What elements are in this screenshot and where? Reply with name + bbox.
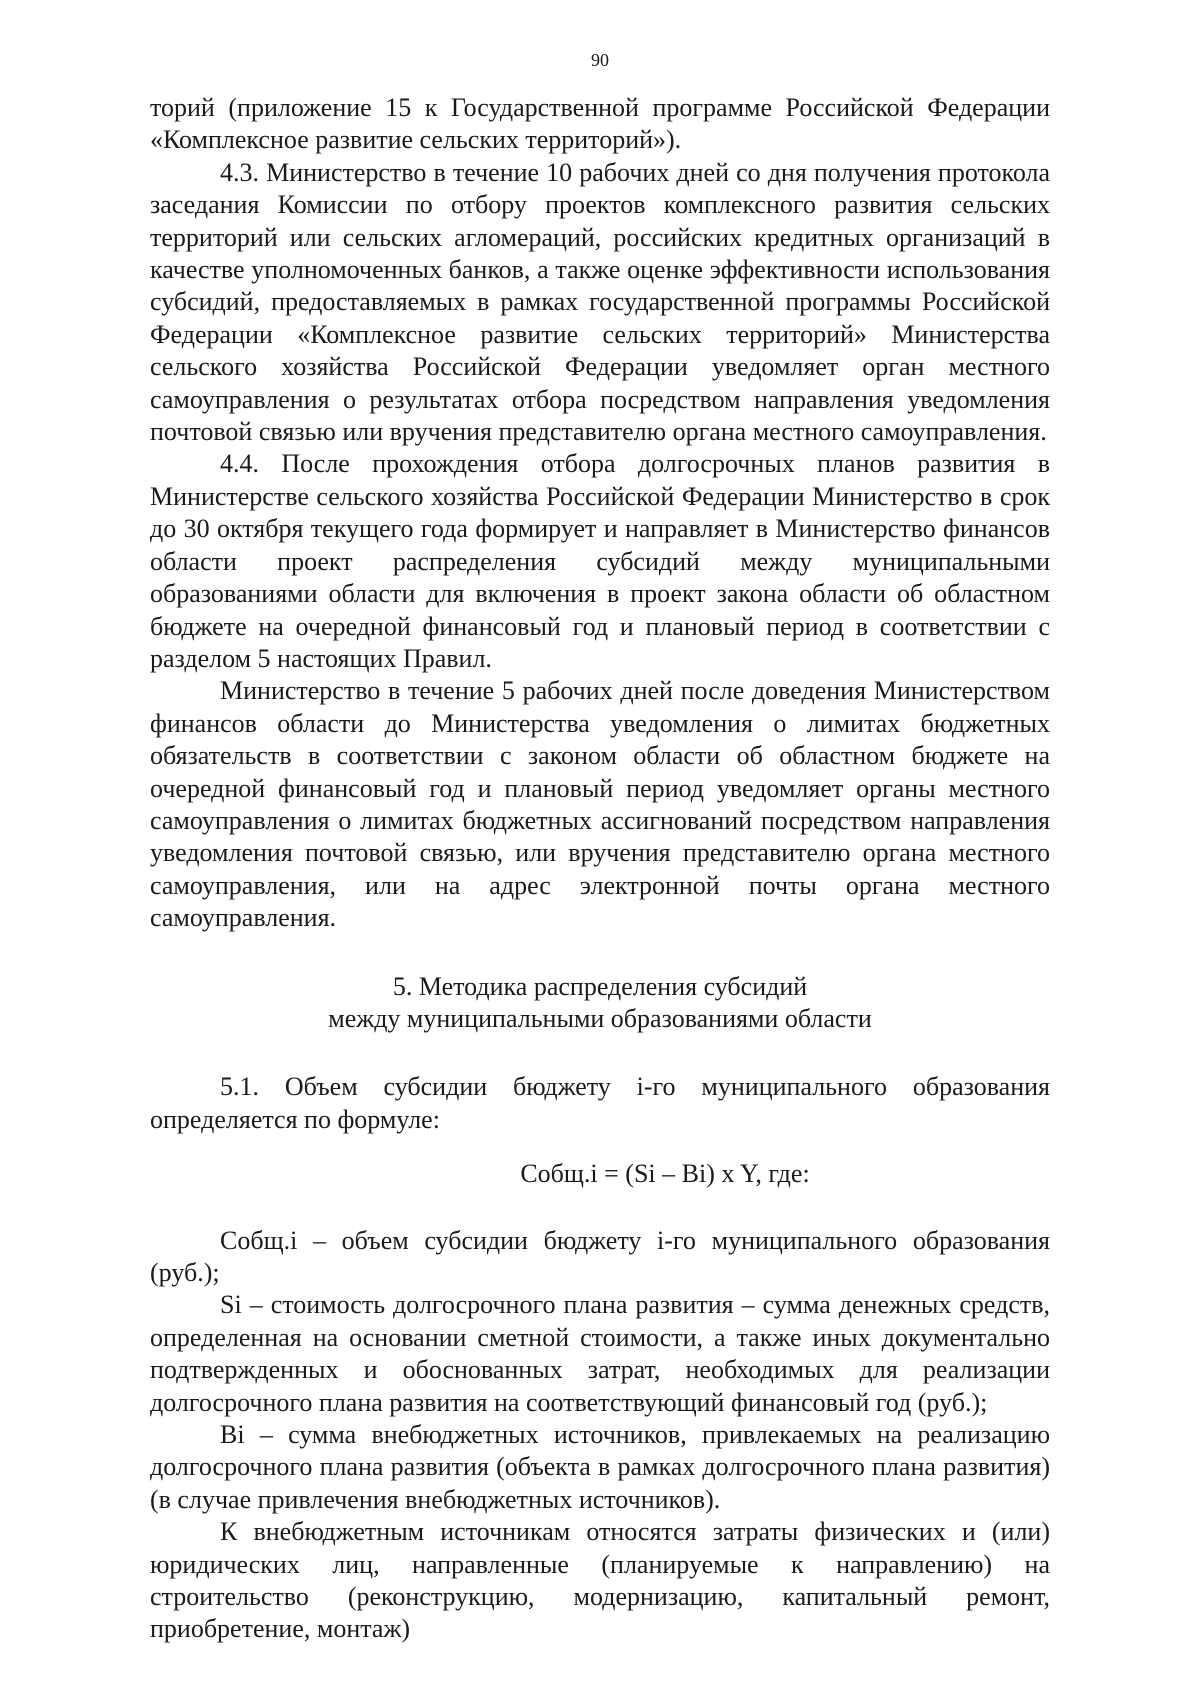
section-heading-line-2: между муниципальными образованиями области: [328, 1003, 872, 1033]
paragraph-notification: Министерство в течение 5 рабочих дней после доведения Министерством финансов области до Министерства уведомления о лимитах бюджетных обязательств в соответствии с законом области об областном бюджете на очередной финансовый год и плановый период уведомляет органы местного самоуправления о лимитах бюджетных ассигнований посредством направления уведомления почтовой связью, или вручения представителю органа местного самоуправления, или на адрес электронной почты органа местного самоуправления.: [150, 676, 1050, 933]
subsidy-formula: Собщ.i = (Si – Bi) x Y, где:: [520, 1159, 810, 1189]
paragraph-continuation: торий (приложение 15 к Государственной программе Российской Федерации «Комплексное развитие сельских территорий»).: [150, 93, 1050, 155]
paragraph-extrabudgetary: К внебюджетным источникам относятся затраты физических и (или) юридических лиц, направленные (планируемые к направлению) на строительство (реконструкцию, модернизацию, капитальный ремонт, приобретение, монтаж): [150, 1517, 1050, 1644]
paragraph-5-1: 5.1. Объем субсидии бюджету i-го муниципального образования определяется по формуле:: [150, 1072, 1050, 1134]
definition-si: Si – стоимость долгосрочного плана развития – сумма денежных средств, определенная на основании сметной стоимости, а также иных документально подтвержденных и обоснованных затрат, необходимых для реализации долгосрочного плана развития на соответствующий финансовый год (руб.);: [150, 1290, 1050, 1417]
section-heading: [150, 971, 1050, 1036]
definition-total-subsidy: Собщ.i – объем субсидии бюджету i-го муниципального образования (руб.);: [150, 1225, 1050, 1287]
document-body: [150, 92, 1050, 1646]
paragraph-4-4: 4.4. После прохождения отбора долгосрочных планов развития в Министерстве сельского хозяйства Российской Федерации Министерство в срок до 30 октября текущего года формирует и направляет в Министерство финансов области проект распределения субсидий между муниципальными образованиями области для включения в проект закона области об областном бюджете на очередной финансовый год и плановый период в соответствии с разделом 5 настоящих Правил.: [150, 449, 1050, 673]
definition-bi: Bi – сумма внебюджетных источников, привлекаемых на реализацию долгосрочного плана развития (объекта в рамках долгосрочного плана развития) (в случае привлечения внебюджетных источников).: [150, 1420, 1050, 1514]
paragraph-4-3: 4.3. Министерство в течение 10 рабочих дней со дня получения протокола заседания Комиссии по отбору проектов комплексного развития сельских территорий или сельских агломераций, российских кредитных организаций в качестве уполномоченных банков, а также оценке эффективности использования субсидий, предоставляемых в рамках государственной программы Российской Федерации «Комплексное развитие сельских территорий» Министерства сельского хозяйства Российской Федерации уведомляет орган местного самоуправления о результатах отбора посредством направления уведомления почтовой связью или вручения представителю органа местного самоуправления.: [150, 157, 1050, 447]
page-number: 90: [591, 50, 609, 70]
section-heading-line-1: 5. Методика распределения субсидий: [392, 971, 808, 1001]
